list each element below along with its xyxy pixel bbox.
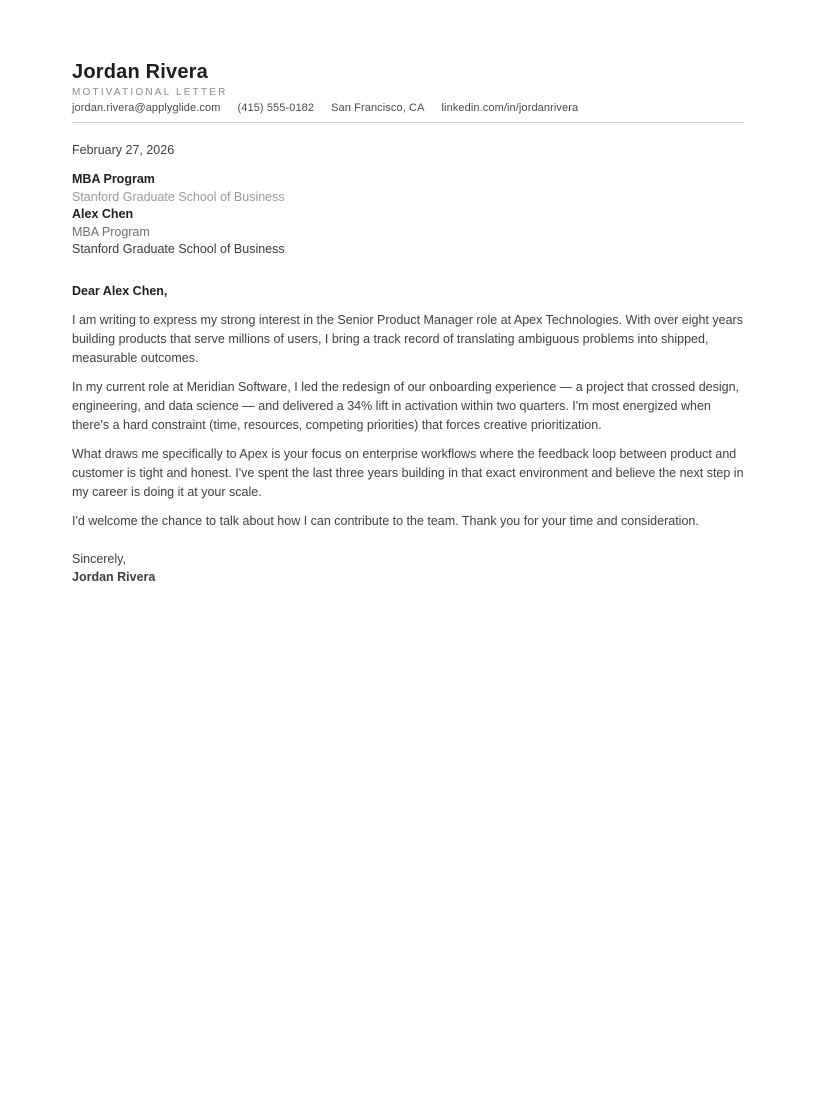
header-divider [72, 122, 744, 123]
letter-header [72, 62, 744, 123]
recipient-contact-role: MBA Program [72, 224, 150, 239]
recipient-contact-institution: Stanford Graduate School of Business [72, 242, 285, 256]
contact-location: San Francisco, CA [331, 102, 425, 114]
signature-name: Jordan Rivera [72, 569, 156, 584]
document-type-label: MOTIVATIONAL LETTER [72, 87, 228, 98]
signature-block [72, 550, 744, 586]
letter-paragraph-2: In my current role at Meridian Software, I led the redesign of our onboarding experience — a project that crossed design, engineering, and data science — and delivered a 34% lift in activation within two quarters. I'm most energized when there's a hard constraint (time, resources, competing priorities) that forces creative prioritization. [72, 379, 740, 432]
letter-paragraph-3: What draws me specifically to Apex is your focus on enterprise workflows where the feedback loop between product and customer is tight and honest. I've spent the last three years building in that exact environment and believe the next step in my career is doing it at your scale. [72, 446, 744, 499]
contact-row [72, 102, 744, 115]
contact-email: jordan.rivera@applyglide.com [72, 102, 221, 114]
recipient-institution: Stanford Graduate School of Business [72, 189, 285, 204]
letter-body [72, 141, 744, 586]
recipient-block [72, 171, 744, 259]
closing: Sincerely, [72, 551, 126, 566]
letter-date: February 27, 2026 [72, 143, 175, 157]
letter-paragraph-1: I am writing to express my strong interest in the Senior Product Manager role at Apex Technologies. With over eight years building products that serve millions of users, I bring a track record of translating ambiguous problems into shipped, measurable outcomes. [72, 312, 743, 365]
contact-phone: (415) 555-0182 [237, 102, 315, 114]
page-title: Jordan Rivera [72, 61, 208, 83]
recipient-department: MBA Program [72, 172, 155, 186]
contact-linkedin: linkedin.com/in/jordanrivera [441, 102, 579, 114]
letter-paragraph-4: I'd welcome the chance to talk about how I can contribute to the team. Thank you for your time and consideration. [72, 513, 699, 528]
recipient-contact-name: Alex Chen [72, 207, 134, 221]
salutation: Dear Alex Chen, [72, 283, 168, 298]
